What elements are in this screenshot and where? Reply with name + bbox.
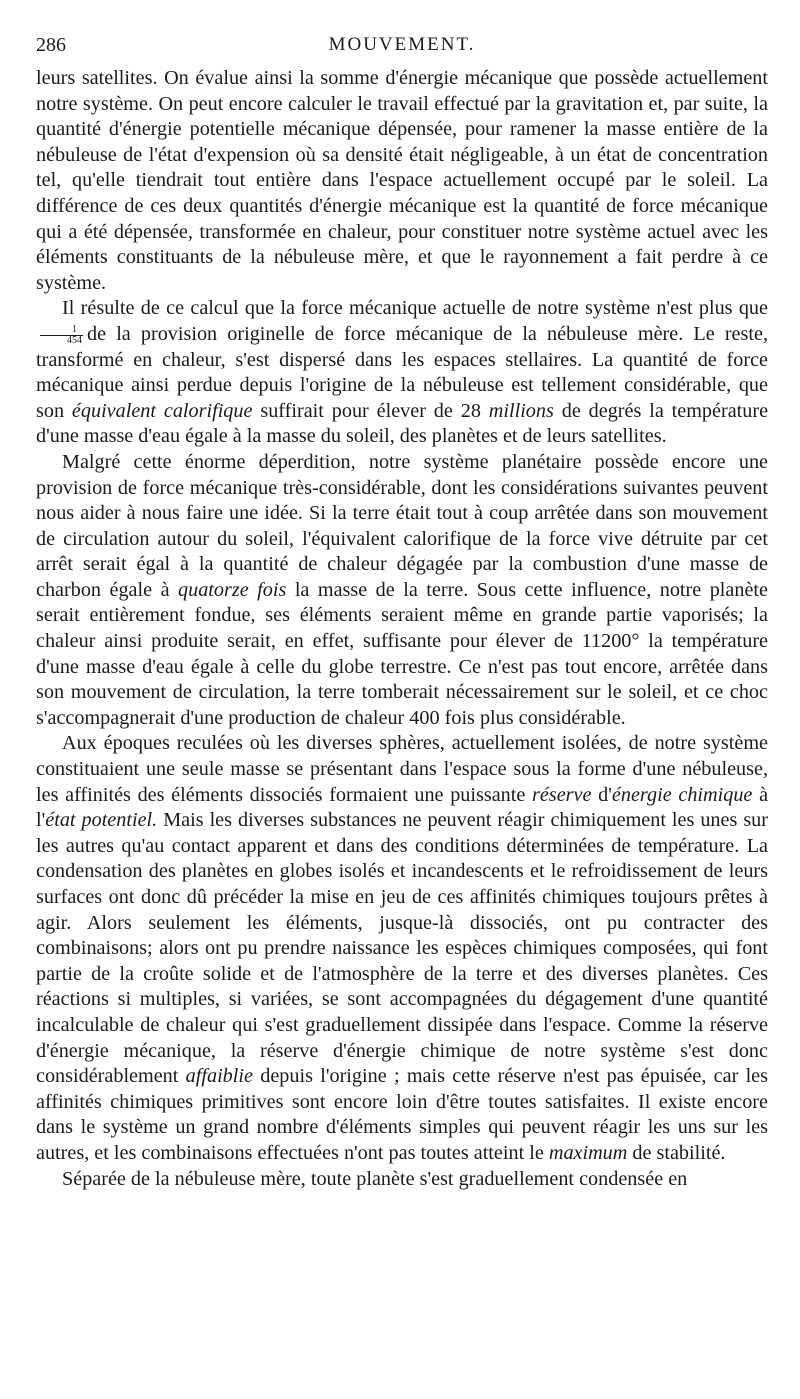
paragraph-3 [36,450,768,732]
paragraph-2-text-b: de la provision originelle de force mécanique de la nébuleuse mère. Le reste, transformé en chaleur, s'est dispersé dans les espaces stellaires. La quantité de force mécanique ainsi perdue depuis l'origine de la nébuleuse est tellement considérable, que son [36,322,768,422]
running-head [36,30,768,60]
book-page [36,30,768,1192]
paragraph-1: leurs satellites. On évalue ainsi la somme d'énergie mécanique que possède actuellement notre système. On peut encore calculer le travail effectué par la gravitation et, par suite, la quantité d'énergie potentielle mécanique dépensée, pour ramener la masse entière de la nébuleuse de l'état d'expension où sa densité était négligeable, à un état de concentration tel, qu'elle tiendrait tout entière dans l'espace actuellement occupé par le soleil. La différence de ces deux quantités d'énergie mécanique est la quantité de force mécanique qui a été dépensée, transformée en chaleur, pour constituer notre système actuel avec les éléments constituants de la nébuleuse mère, et que le rayonnement a fait perdre à ce système. [36,67,768,294]
fraction-numerator: 1 [40,325,83,336]
page-number: 286 [36,34,66,56]
italic-quatorze-fois: quatorze fois [178,578,287,601]
paragraph-4-text-f: de stabilité. [632,1141,726,1164]
paragraph-4-text-a: Aux époques reculées où les diverses sphères, actuellement isolées, de notre système constituaient une seule masse se présentant dans l'espace sous la forme d'une nébuleuse, les affinités des éléments dissociés formaient une puissante [36,732,768,806]
italic-reserve: réserve [532,783,592,806]
paragraph-2-text-a: Il résulte de ce calcul que la force mécanique actuelle de notre système n'est plus que [62,297,768,320]
italic-energie-chimique: énergie chimique [611,783,753,806]
italic-affaiblie: affaiblie [185,1065,253,1088]
paragraph-2 [36,296,768,450]
paragraph-4-text-e: depuis l'origine ; mais cette réserve n'est pas épuisée, car les affinités chimiques primitives sont encore loin d'être toutes satisfaites. Il existe encore dans le système un grand nombre d'éléments simples qui peuvent réagir les uns sur les autres, et les combinaisons effectuées n'ont pas toutes atteint le [36,1065,768,1164]
paragraph-5: Séparée de la nébuleuse mère, toute planète s'est graduellement condensée en [62,1167,688,1190]
paragraph-4-text-c: à l' [36,783,769,832]
paragraph-3-text-a: Malgré cette énorme déperdition, notre système planétaire possède encore une provision de force mécanique très-considérable, dont les considérations suivantes peuvent nous aider à nous faire une idée. Si la terre était tout à coup arrêtée dans son mouvement de circulation autour du soleil, l'équivalent calorifique de la force vive détruite par cet arrêt serait égal à la quantité de chaleur dégagée par la combustion d'une masse de charbon égale à [36,450,768,601]
paragraph-2-text-d: de degrés la température d'une masse d'eau égale à la masse du soleil, des planètes et de leurs satellites. [36,399,769,448]
paragraph-4 [36,731,768,1166]
paragraph-4-text-d: Mais les diverses substances ne peuvent réagir chimiquement les unes sur les autres qu'au contact apparent et dans des conditions déterminées de température. La condensation des planètes en globes isolés et incandescents et le refroidissement de leurs surfaces ont donc dû précéder la mise en jeu de ces affinités chimiques toujours prêtes à agir. Alors seulement les éléments, jusque-là dissociés, ont pu contracter des combinaisons; alors ont pu prendre naissance les espèces chimiques composées, qui font partie de la croûte solide et de l'atmosphère de la terre et des diverses planètes. Ces réactions si multiples, si variées, se sont accompagnées du dégagement d'une quantité incalculable de chaleur qui s'est graduellement dissipée dans l'espace. Comme la réserve d'énergie mécanique, la réserve d'énergie chimique de notre système s'est donc considérablement [36,809,769,1088]
paragraph-4-text-b: d' [598,783,612,806]
text-body [36,66,768,1192]
paragraph-2-text-c: suffirait pour élever de 28 [260,399,481,422]
italic-etat-potentiel: état potentiel. [45,809,158,832]
italic-millions: millions [488,399,554,422]
paragraph-3-text-b: la masse de la terre. Sous cette influence, notre planète serait entièrement fondue, ses éléments seraient même en grande partie vaporisés; la chaleur ainsi produite serait, en effet, suffisante pour élever de 11200° la température d'une masse d'eau égale à celle du globe terrestre. Ce n'est pas tout encore, arrêtée dans son mouvement de circulation, la terre tomberait nécessairement sur le soleil, et ce choc s'accompagnerait d'une production de chaleur 400 fois plus considérable. [36,578,768,729]
running-title: MOUVEMENT. [328,34,476,55]
fraction-denominator: 454 [67,334,82,346]
italic-maximum: maximum [548,1141,628,1164]
fraction [40,325,83,346]
italic-equivalent-calorifique: équivalent calorifique [71,399,253,422]
